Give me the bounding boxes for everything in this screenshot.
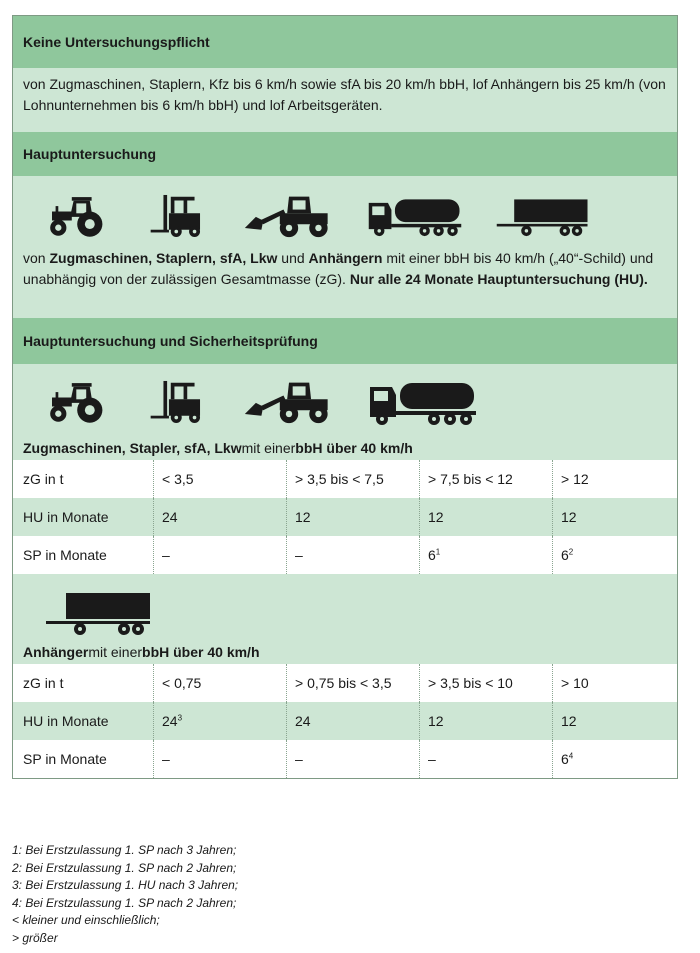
forklift-icon bbox=[147, 193, 211, 239]
trailer-icon bbox=[495, 193, 591, 239]
footnote: > größer bbox=[12, 930, 58, 945]
section-text-main-inspection: von Zugmaschinen, Staplern, sfA, Lkw und Anhängern mit einer bbH bis 40 km/h („40“-Schild) und unabhängig von der zulässigen Gesamtmasse (zG). Nur alle 24 Monate Hauptuntersuchung (HU). bbox=[23, 250, 654, 287]
table-row: zG in t < 0,75 > 0,75 bis < 3,5 > 3,5 bis < 10 > 10 bbox=[13, 664, 677, 702]
section-title-main-inspection: Hauptuntersuchung bbox=[13, 132, 677, 176]
section-title-main-and-safety-inspection: Hauptuntersuchung und Sicherheitsprüfung bbox=[13, 318, 677, 364]
table-caption-vehicles: Zugmaschinen, Stapler, sfA, Lkw mit einer bbH über 40 km/h bbox=[23, 440, 413, 456]
trailer-icon bbox=[43, 587, 155, 637]
table-row: zG in t < 3,5 > 3,5 bis < 7,5 > 7,5 bis < 12 > 12 bbox=[13, 460, 677, 498]
inspection-info-panel bbox=[12, 15, 678, 779]
inspection-table-vehicles bbox=[13, 460, 677, 574]
table-row: HU in Monate 24 12 12 12 bbox=[13, 498, 677, 536]
wheel-loader-icon bbox=[243, 193, 335, 239]
footnote: < kleiner und einschließlich; bbox=[12, 913, 160, 927]
footnote: 3: Bei Erstzulassung 1. HU nach 3 Jahren; bbox=[12, 878, 239, 892]
vehicle-icons-row bbox=[13, 364, 677, 436]
inspection-table-trailers bbox=[13, 664, 677, 778]
footnotes bbox=[12, 842, 676, 947]
wheel-loader-icon bbox=[243, 379, 335, 425]
table-caption-trailers: Anhänger mit einer bbH über 40 km/h bbox=[23, 644, 260, 660]
table-row: SP in Monate – – – $6^4$ bbox=[13, 740, 677, 778]
tanker-truck-icon bbox=[367, 377, 479, 427]
table-row: SP in Monate – – $6^1$ $6^2$ bbox=[13, 536, 677, 574]
footnote: 4: Bei Erstzulassung 1. SP nach 2 Jahren; bbox=[12, 895, 237, 910]
forklift-icon bbox=[147, 379, 211, 425]
tractor-icon bbox=[43, 193, 115, 239]
section-text-no-inspection: von Zugmaschinen, Staplern, Kfz bis 6 km/h sowie sfA bis 20 km/h bbH, lof Anhängern bis 25 km/h (von Lohnunternehmen bis 6 km/h bbH) und lof Arbeitsgeräten. bbox=[23, 76, 666, 113]
section-title-no-inspection: Keine Untersuchungspflicht bbox=[13, 16, 677, 68]
table-row: HU in Monate $24^3$ 24 12 12 bbox=[13, 702, 677, 740]
tractor-icon bbox=[43, 379, 115, 425]
tanker-truck-icon bbox=[367, 193, 463, 239]
footnote: 1: Bei Erstzulassung 1. SP nach 3 Jahren; bbox=[12, 843, 237, 857]
footnote: 2: Bei Erstzulassung 1. SP nach 2 Jahren; bbox=[12, 860, 237, 875]
vehicle-icons-row bbox=[13, 176, 677, 248]
trailer-icon-row bbox=[13, 574, 677, 640]
